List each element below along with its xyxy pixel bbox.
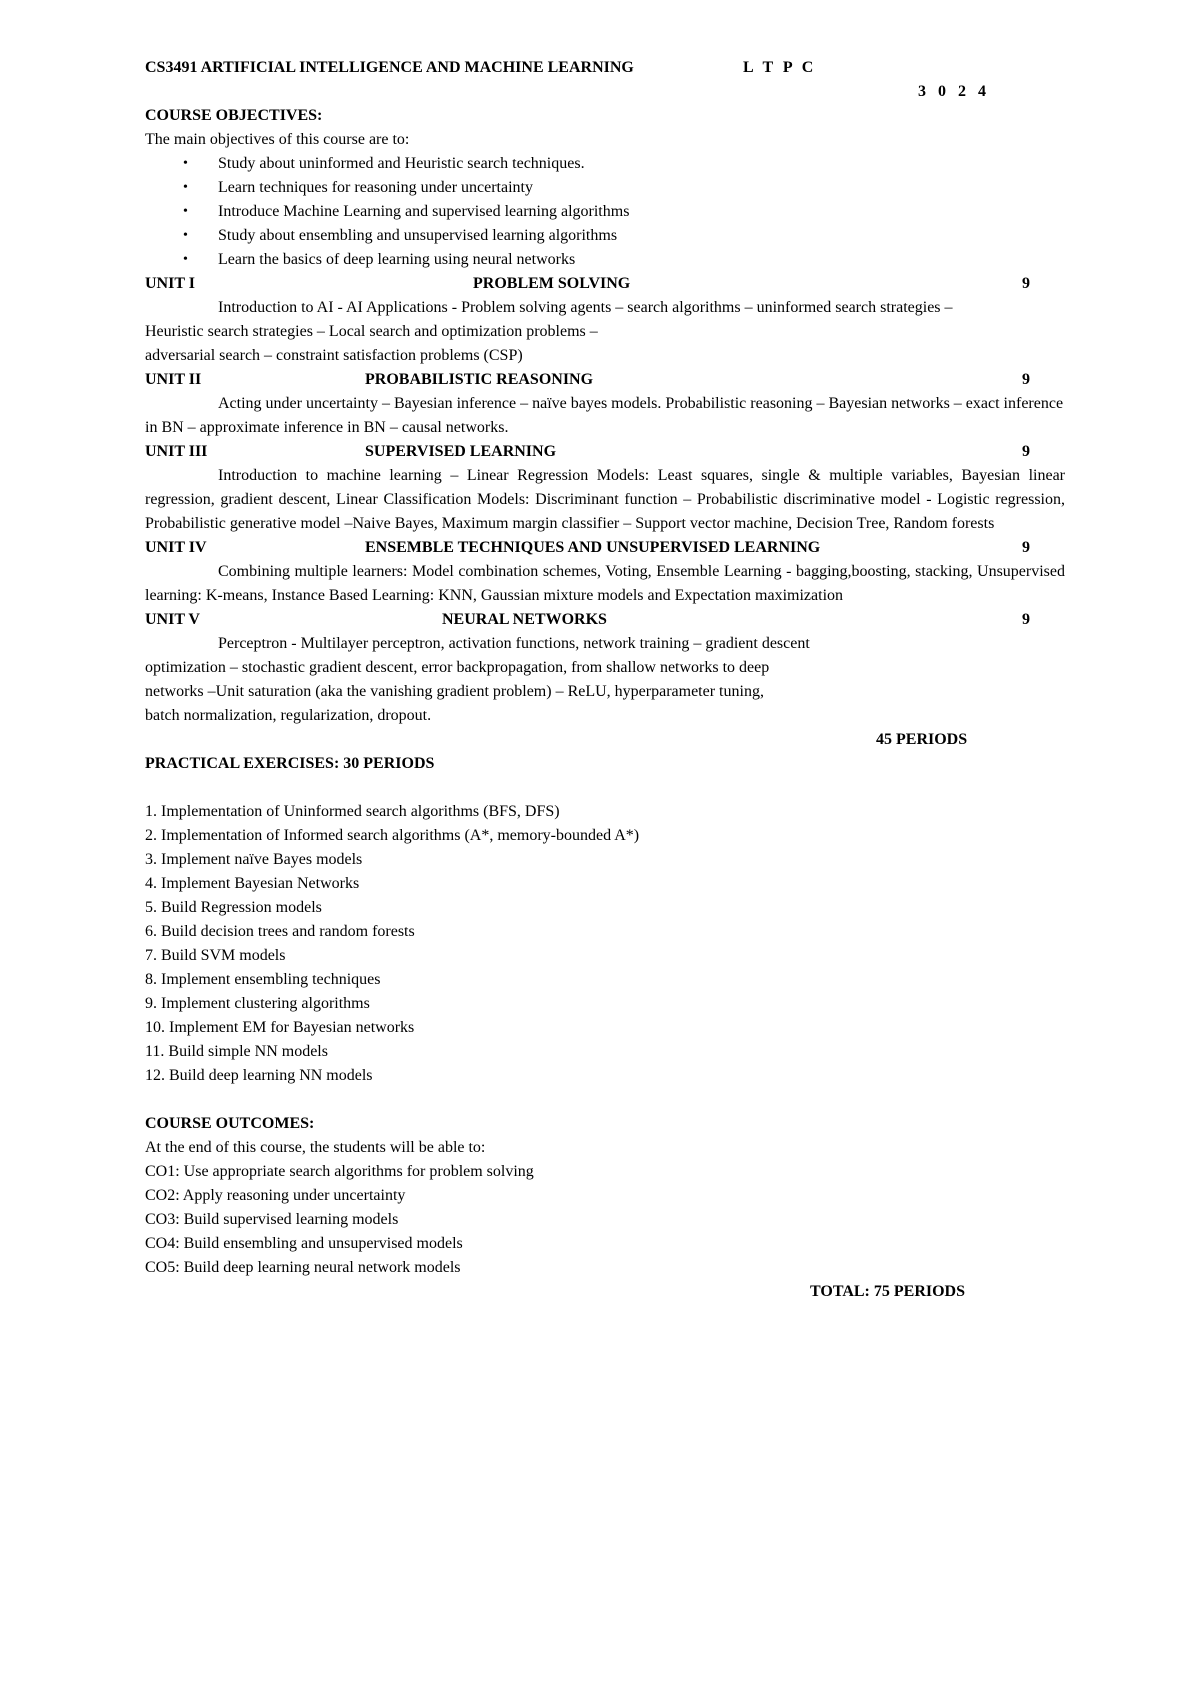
objective-item [145, 248, 1065, 272]
unit-5-line: optimization – stochastic gradient descent, error backpropagation, from shallow networks to deep [145, 659, 770, 676]
unit-title: NEURAL NETWORKS [442, 611, 607, 628]
practical-item: 10. Implement EM for Bayesian networks [145, 1019, 415, 1036]
unit-title: PROBABILISTIC REASONING [365, 371, 594, 388]
practical-list [145, 800, 1065, 1088]
unit-hours: 9 [1022, 275, 1030, 292]
practical-item: 12. Build deep learning NN models [145, 1067, 373, 1084]
total-periods: TOTAL: 75 PERIODS [810, 1283, 965, 1300]
practical-item: 8. Implement ensembling techniques [145, 971, 381, 988]
bullet-icon: • [183, 156, 188, 171]
objectives-heading: COURSE OBJECTIVES: [145, 107, 323, 124]
unit-5-line: Perceptron - Multilayer perceptron, activation functions, network training – gradient descent [218, 635, 810, 652]
unit-title: PROBLEM SOLVING [473, 275, 631, 292]
objective-text: Learn techniques for reasoning under uncertainty [218, 179, 533, 196]
objectives-intro: The main objectives of this course are to: [145, 131, 410, 148]
outcome-item: CO4: Build ensembling and unsupervised models [145, 1235, 463, 1252]
unit-code: UNIT I [145, 275, 195, 292]
unit-title: SUPERVISED LEARNING [365, 443, 557, 460]
unit-hours: 9 [1022, 443, 1030, 460]
course-header [145, 56, 1065, 80]
objective-item [145, 176, 1065, 200]
objectives-list [145, 152, 1065, 272]
outcome-item: CO2: Apply reasoning under uncertainty [145, 1187, 406, 1204]
objective-item [145, 224, 1065, 248]
unit-title: ENSEMBLE TECHNIQUES AND UNSUPERVISED LEARNING [365, 539, 821, 556]
practical-heading: PRACTICAL EXERCISES: 30 PERIODS [145, 755, 435, 772]
unit-code: UNIT V [145, 611, 200, 628]
ltpc-label: L T P C [743, 59, 817, 76]
objective-text: Study about ensembling and unsupervised learning algorithms [218, 227, 618, 244]
objective-text: Introduce Machine Learning and supervised learning algorithms [218, 203, 630, 220]
unit-3-heading [145, 440, 1065, 464]
practical-item: 4. Implement Bayesian Networks [145, 875, 360, 892]
unit-hours: 9 [1022, 371, 1030, 388]
unit-5-line: networks –Unit saturation (aka the vanishing gradient problem) – ReLU, hyperparameter tuning, [145, 683, 764, 700]
theory-periods: 45 PERIODS [876, 731, 968, 748]
unit-code: UNIT II [145, 371, 202, 388]
credits-row [145, 80, 1065, 104]
objective-item [145, 200, 1065, 224]
syllabus-page [145, 56, 1065, 1304]
unit-5-line: batch normalization, regularization, dropout. [145, 707, 432, 724]
spacer [145, 776, 1065, 800]
spacer [145, 1088, 1065, 1112]
unit-1-line: Introduction to AI - AI Applications - Problem solving agents – search algorithms – uninformed search strategies – [218, 299, 953, 316]
unit-1-heading [145, 272, 1065, 296]
unit-1-line: adversarial search – constraint satisfaction problems (CSP) [145, 347, 523, 364]
unit-hours: 9 [1022, 611, 1030, 628]
total-periods-row [145, 1280, 1065, 1304]
outcome-item: CO5: Build deep learning neural network models [145, 1259, 461, 1276]
outcomes-heading: COURSE OUTCOMES: [145, 1115, 315, 1132]
unit-4-content: Combining multiple learners: Model combination schemes, Voting, Ensemble Learning - bagging,boosting, stacking, Unsupervised learning: K-means, Instance Based Learning: KNN, Gaussian mixture models and Expectation maximization [145, 563, 1065, 604]
outcome-item: CO3: Build supervised learning models [145, 1211, 399, 1228]
unit-1-line: Heuristic search strategies – Local search and optimization problems – [145, 323, 598, 340]
bullet-icon: • [183, 252, 188, 267]
practical-item: 3. Implement naïve Bayes models [145, 851, 363, 868]
bullet-icon: • [183, 180, 188, 195]
practical-item: 11. Build simple NN models [145, 1043, 328, 1060]
unit-code: UNIT III [145, 443, 208, 460]
theory-periods-row [145, 728, 1065, 752]
unit-hours: 9 [1022, 539, 1030, 556]
unit-2-content: Acting under uncertainty – Bayesian inference – naïve bayes models. Probabilistic reasoning – Bayesian networks – exact inference in BN – approximate inference in BN – causal networks. [145, 395, 1064, 436]
objective-text: Study about uninformed and Heuristic search techniques. [218, 155, 585, 172]
unit-5-heading [145, 608, 1065, 632]
practical-item: 5. Build Regression models [145, 899, 322, 916]
bullet-icon: • [183, 204, 188, 219]
objective-text: Learn the basics of deep learning using neural networks [218, 251, 576, 268]
practical-item: 9. Implement clustering algorithms [145, 995, 370, 1012]
bullet-icon: • [183, 228, 188, 243]
outcome-item: CO1: Use appropriate search algorithms for problem solving [145, 1163, 534, 1180]
unit-4-heading [145, 536, 1065, 560]
outcomes-intro: At the end of this course, the students will be able to: [145, 1139, 486, 1156]
unit-2-heading [145, 368, 1065, 392]
unit-3-content: Introduction to machine learning – Linear Regression Models: Least squares, single & multiple variables, Bayesian linear regression, gradient descent, Linear Classification Models: Discriminant function – Probabilistic discriminative model - Logistic regression, Probabilistic generative model –Naive Bayes, Maximum margin classifier – Support vector machine, Decision Tree, Random forests [145, 467, 1065, 532]
objective-item [145, 152, 1065, 176]
practical-item: 1. Implementation of Uninformed search algorithms (BFS, DFS) [145, 803, 560, 820]
practical-item: 6. Build decision trees and random forests [145, 923, 415, 940]
credits-value: 3 0 2 4 [918, 83, 990, 100]
practical-item: 2. Implementation of Informed search algorithms (A*, memory-bounded A*) [145, 827, 640, 844]
course-title: CS3491 ARTIFICIAL INTELLIGENCE AND MACHINE LEARNING [145, 59, 634, 76]
unit-code: UNIT IV [145, 539, 207, 556]
practical-item: 7. Build SVM models [145, 947, 286, 964]
